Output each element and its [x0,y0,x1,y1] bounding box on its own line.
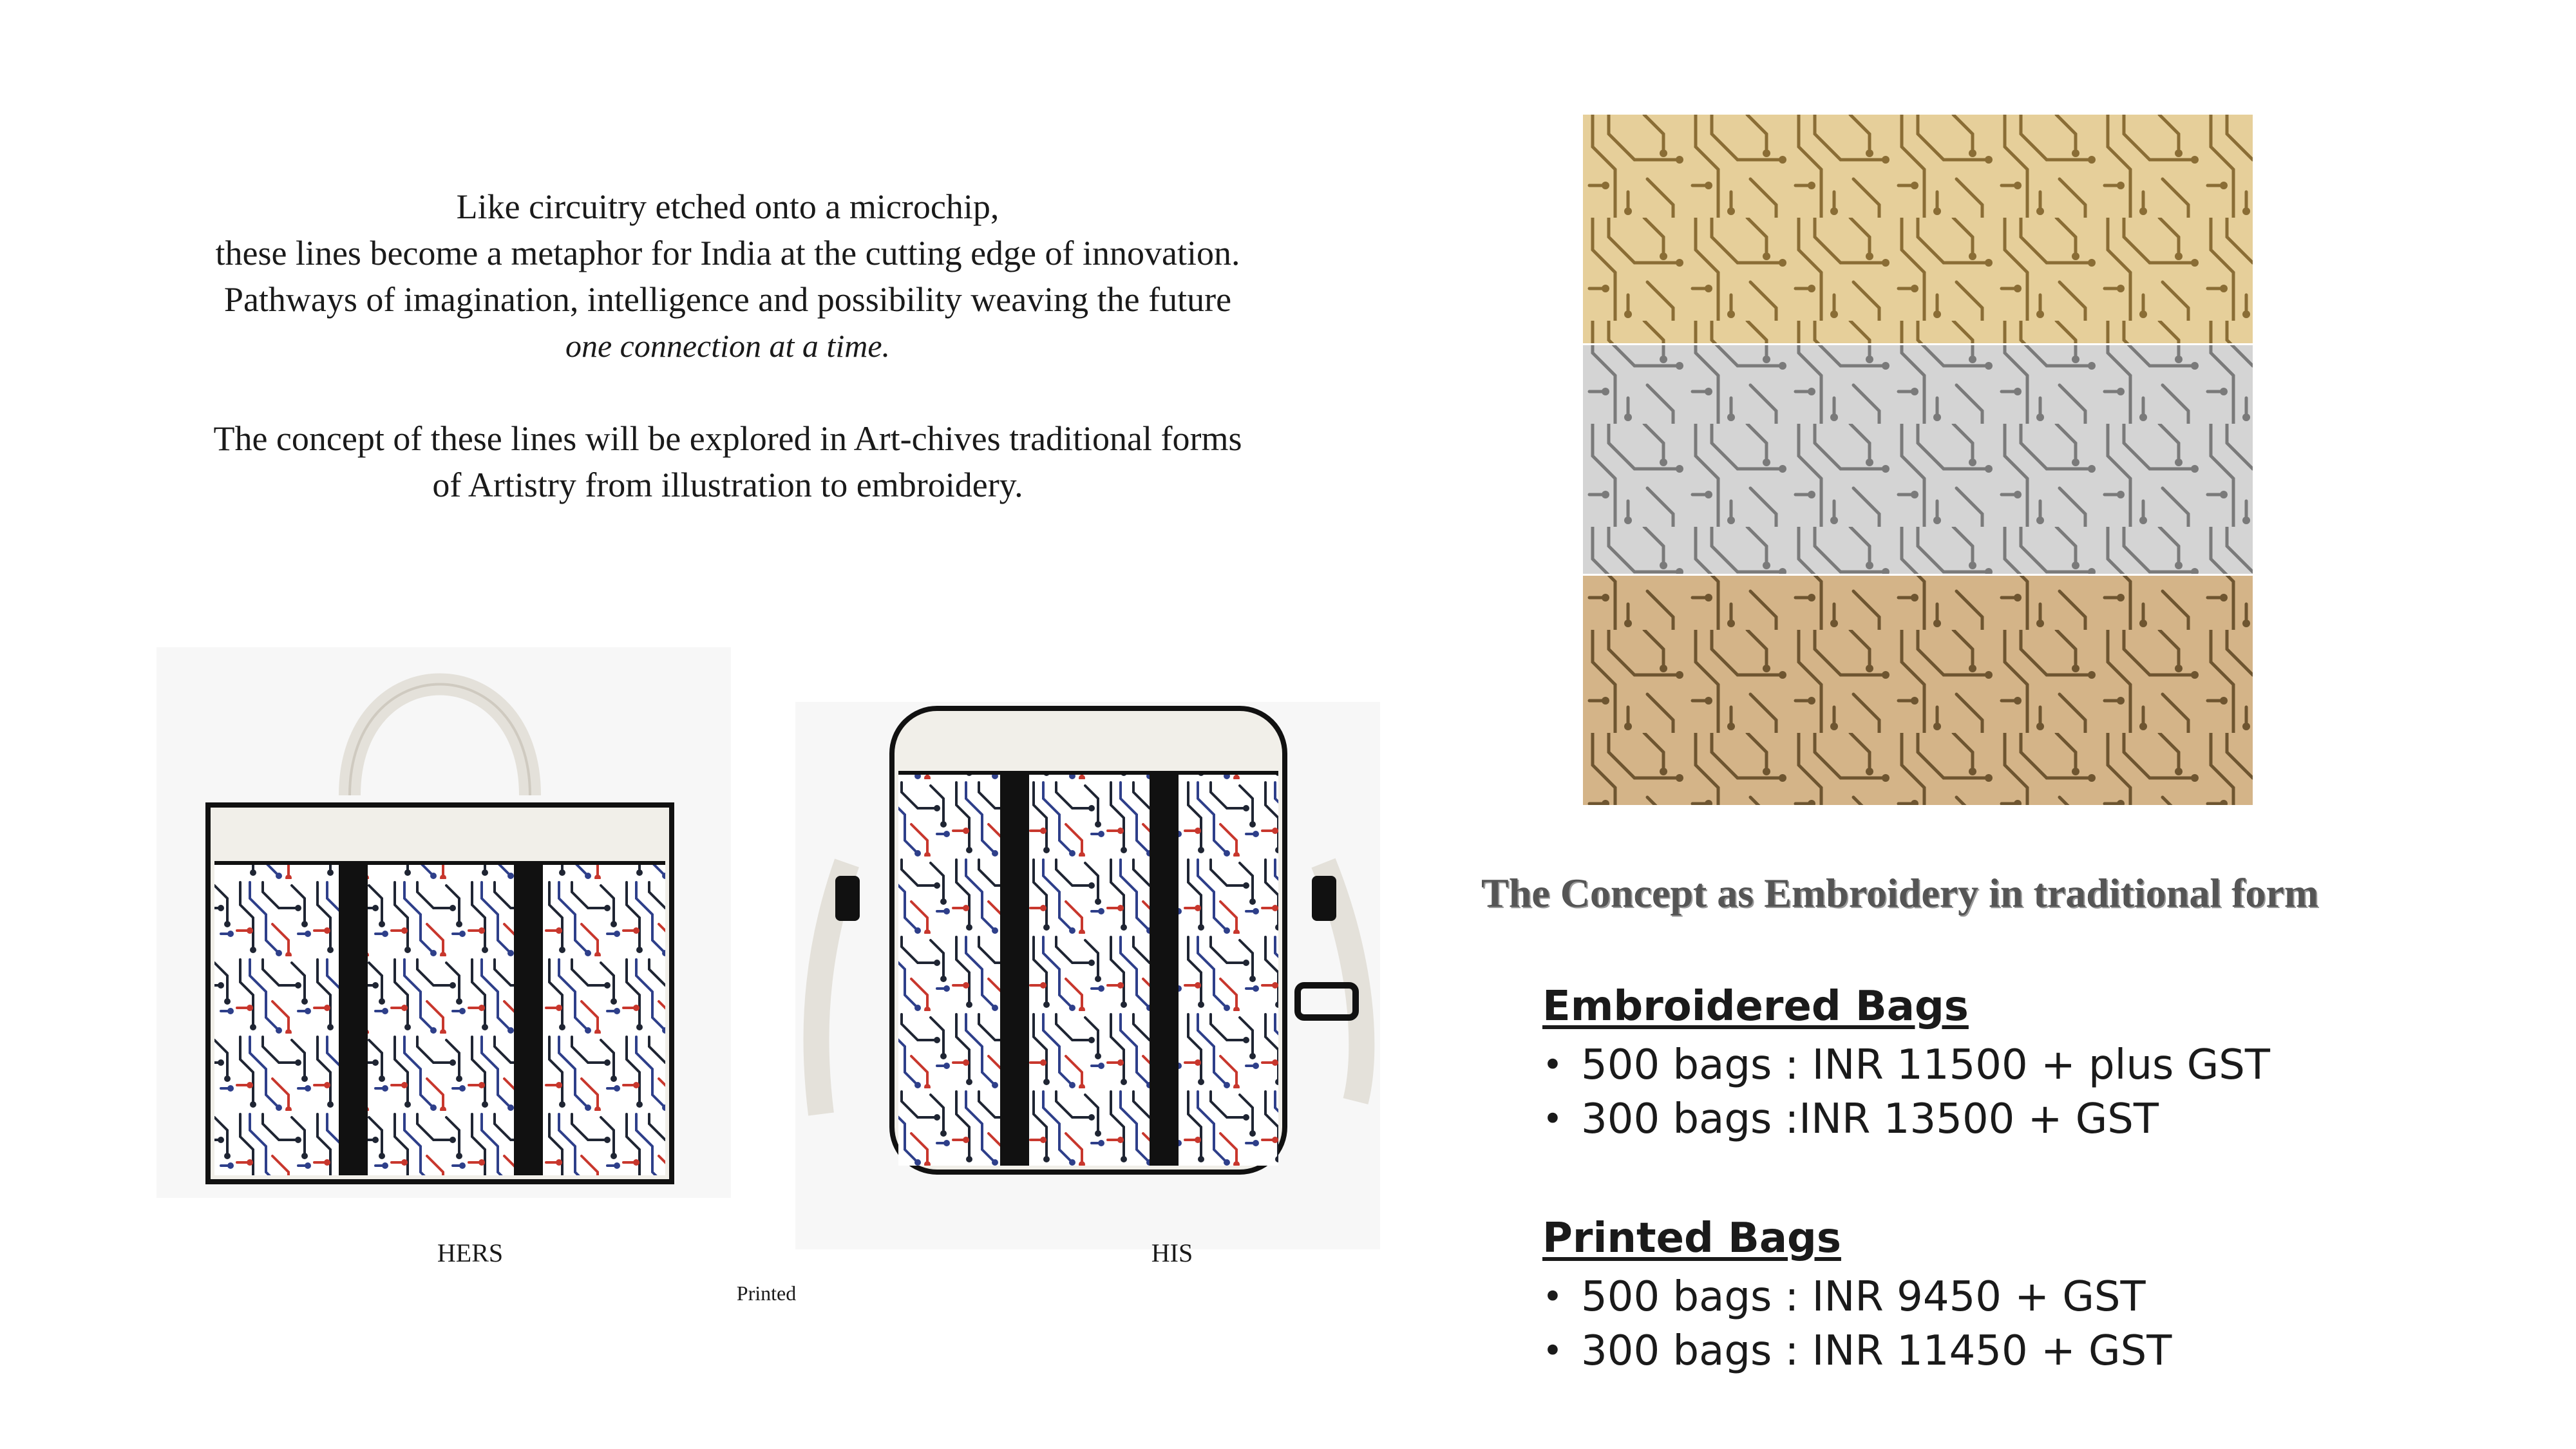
intro-line: Pathways of imagination, intelligence and possibility weaving the future [223,280,1232,319]
hers-caption: HERS [437,1238,504,1267]
intro-text [148,184,1307,508]
intro-line: of Artistry from illustration to embroidery. [432,466,1023,504]
intro-line: Like circuitry etched onto a microchip, [456,187,999,226]
printed-title: Printed Bags [1542,1215,1841,1262]
price-item: • 300 bags : INR 11450 + GST [1542,1324,2380,1378]
intro-line-italic: one connection at a time. [565,328,891,364]
printed-pricing [1542,1211,2380,1378]
printed-caption: Printed [736,1282,797,1305]
embroidered-pricing [1542,979,2380,1146]
his-laptop-bag-photo [795,702,1380,1249]
concept-heading: The Concept as Embroidery in traditional form [1481,870,2319,916]
price-item: • 300 bags :INR 13500 + GST [1542,1092,2380,1146]
price-item: • 500 bags : INR 9450 + GST [1542,1270,2380,1324]
embroidered-title: Embroidered Bags [1542,983,1969,1030]
hers-tote-bag-photo [156,647,731,1198]
intro-line: The concept of these lines will be explored in Art-chives traditional forms [213,419,1242,458]
price-item: • 500 bags : INR 11500 + plus GST [1542,1038,2380,1092]
his-caption: HIS [1151,1238,1193,1267]
intro-line: these lines become a metaphor for India at the cutting edge of innovation. [215,234,1240,272]
embroidery-swatches-photo [1583,115,2253,805]
